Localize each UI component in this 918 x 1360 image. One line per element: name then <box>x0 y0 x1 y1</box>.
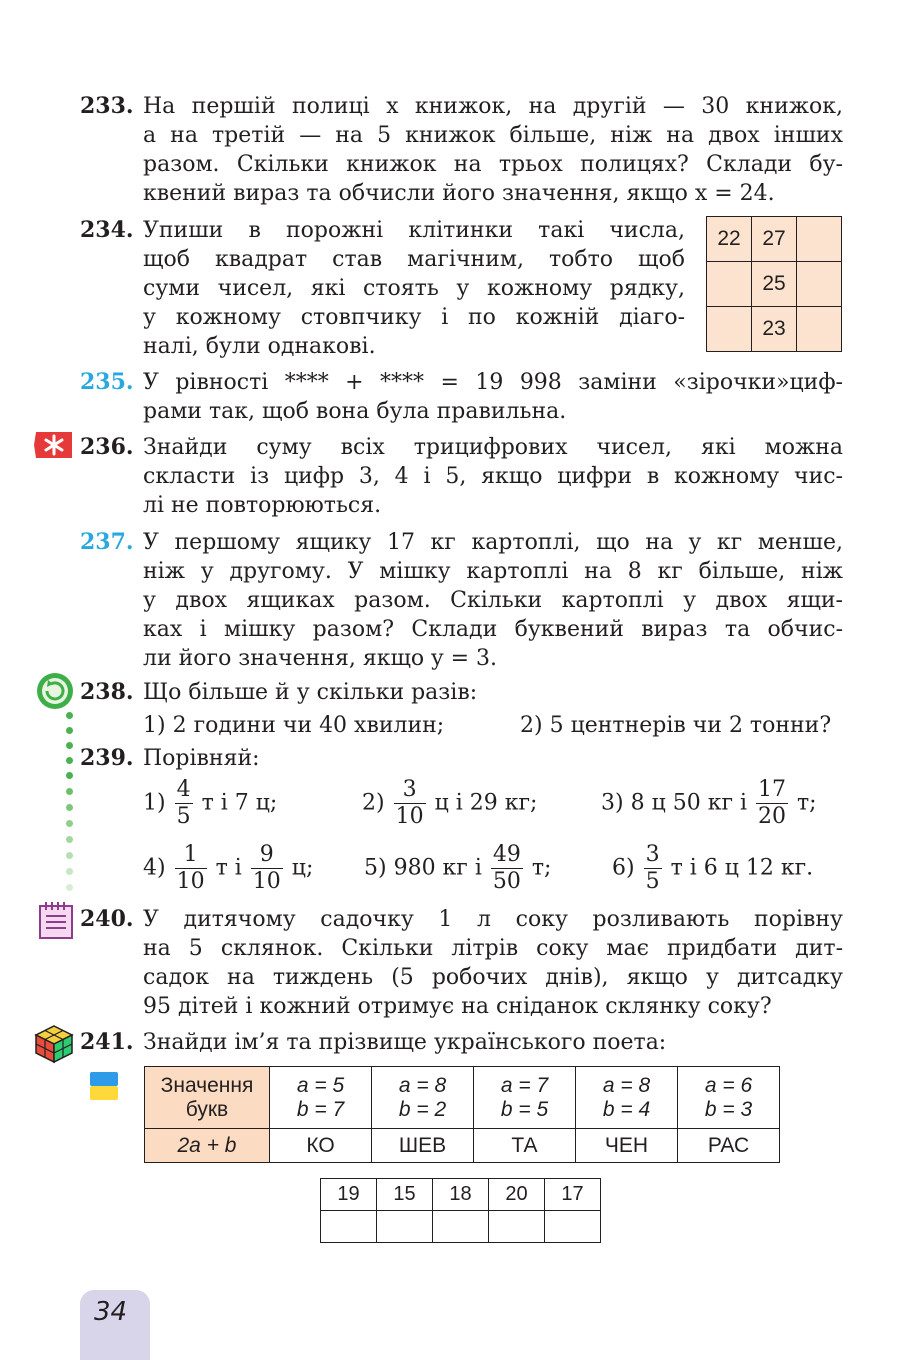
text-line: налі, були однакові. <box>143 334 376 359</box>
header-cell <box>145 1067 270 1129</box>
task-number: 235. <box>80 369 134 395</box>
fraction <box>491 842 523 895</box>
dot <box>66 836 73 843</box>
task-text <box>143 528 843 673</box>
task-text <box>143 678 843 707</box>
b-value: b = 7 <box>296 1097 345 1121</box>
dot <box>66 804 73 811</box>
item-2: 2) 5 центнерів чи 2 тонни? <box>520 713 832 738</box>
text-line: садок на тиждень (5 робочих днів), якщо у дитсадку <box>143 965 843 990</box>
compare-item-6 <box>612 842 813 895</box>
compare-item-4 <box>143 842 313 895</box>
answer-number: 15 <box>377 1179 433 1211</box>
answer-number: 18 <box>433 1179 489 1211</box>
answer-blank[interactable] <box>321 1211 377 1243</box>
compare-item-5 <box>364 842 551 895</box>
text-line: разом. Скільки книжок на трьох полицях? Склади бу- <box>143 152 843 177</box>
fraction <box>756 777 788 830</box>
magic-cell <box>707 262 752 307</box>
item-1: 1) 2 години чи 40 хвилин; <box>143 713 445 738</box>
item-prefix: 1) <box>143 790 166 816</box>
item-suffix: т і 6 ц 12 кг. <box>670 855 814 881</box>
task-text <box>143 216 685 361</box>
text-line: ках і мішку разом? Склади буквений вираз та обчис- <box>143 617 843 642</box>
syllable-cell: ШЕВ <box>372 1129 474 1163</box>
answer-blank[interactable] <box>545 1211 601 1243</box>
task-text <box>143 1028 843 1057</box>
task-number: 241. <box>80 1029 134 1055</box>
cube-icon <box>34 1024 74 1064</box>
text-line: а на третій — на 5 книжок більше, ніж на двох інших <box>143 123 843 148</box>
question-text: Що більше й у скільки разів: <box>143 680 478 705</box>
dot <box>66 852 73 859</box>
numerator: 3 <box>394 777 426 804</box>
magic-cell <box>797 307 842 352</box>
b-value: b = 5 <box>500 1097 549 1121</box>
text-line: квений вираз та обчисли його значення, якщо x = 24. <box>143 181 775 206</box>
dot <box>66 757 73 764</box>
page-number: 34 <box>94 1297 128 1327</box>
task-text <box>143 905 843 1021</box>
task-number: 234. <box>80 217 134 243</box>
values-cell <box>678 1067 780 1129</box>
fraction <box>175 842 207 895</box>
dot <box>66 727 73 734</box>
answer-number: 17 <box>545 1179 601 1211</box>
fraction <box>644 842 662 895</box>
text-line: на 5 склянок. Скільки літрів соку має придбати дит- <box>143 936 843 961</box>
question-text: Знайди ім’я та прізвище українського поета: <box>143 1030 667 1055</box>
text-line: скласти із цифр 3, 4 і 5, якщо цифри в кожному чис- <box>143 464 843 489</box>
text-line: щоб квадрат став магічним, тобто щоб <box>143 247 685 272</box>
text-line: У рівності **** + **** = 19 998 заміни «зірочки»циф- <box>143 370 843 395</box>
numerator: 4 <box>176 777 191 802</box>
dot <box>66 788 73 795</box>
text-line: суми чисел, які стоять у кожному рядку, <box>143 276 685 301</box>
a-value: a = 8 <box>398 1073 447 1097</box>
answer-blank[interactable] <box>433 1211 489 1243</box>
text-line: На першій полиці x книжок, на другій — 30 книжок, <box>143 94 843 119</box>
dot <box>66 868 73 875</box>
syllable-cell: ТА <box>474 1129 576 1163</box>
dot <box>66 712 73 719</box>
denominator: 10 <box>176 869 205 894</box>
text-line: ніж у другому. У мішку картоплі на 8 кг більше, ніж <box>143 559 843 584</box>
repeat-icon <box>36 672 74 710</box>
b-value: b = 4 <box>602 1097 651 1121</box>
item-suffix: ц; <box>291 855 314 881</box>
numerator: 49 <box>492 842 521 867</box>
task-text <box>143 744 843 773</box>
text-line: 95 дітей і кожний отримує на сніданок склянку соку? <box>143 994 772 1019</box>
magic-cell <box>707 307 752 352</box>
syllable-cell: ЧЕН <box>576 1129 678 1163</box>
magic-cell: 27 <box>752 217 797 262</box>
text-line: у двох ящиках разом. Скільки картоплі у двох ящи- <box>143 588 843 613</box>
item-suffix: т; <box>797 790 817 816</box>
header-line: Значення <box>160 1073 254 1097</box>
compare-item-3 <box>601 777 817 830</box>
b-value: b = 2 <box>398 1097 447 1121</box>
fraction <box>394 777 426 830</box>
numerator: 3 <box>645 842 660 867</box>
compare-item-1 <box>143 777 277 830</box>
question-text: Порівняй: <box>143 746 260 771</box>
a-value: a = 6 <box>704 1073 753 1097</box>
header-line: букв <box>185 1097 229 1121</box>
text-line: рами так, щоб вона була правильна. <box>143 399 567 424</box>
dot <box>66 884 73 891</box>
expression-cell: 2a + b <box>145 1129 270 1163</box>
task-number: 233. <box>80 93 134 119</box>
text-line: лі не повторюються. <box>143 493 382 518</box>
denominator: 10 <box>252 869 281 894</box>
values-cell <box>576 1067 678 1129</box>
fraction <box>251 842 283 895</box>
answer-table <box>320 1178 601 1243</box>
fraction <box>175 777 193 830</box>
task-number: 238. <box>80 679 134 705</box>
text-line: ли його значення, якщо y = 3. <box>143 646 497 671</box>
syllable-cell: КО <box>270 1129 372 1163</box>
denominator: 20 <box>758 804 786 829</box>
text-line: Знайди суму всіх трицифрових чисел, які можна <box>143 435 843 460</box>
numerator: 9 <box>251 842 283 869</box>
item-prefix: 6) <box>612 855 635 881</box>
syllable-cell: РАС <box>678 1129 780 1163</box>
task-number: 237. <box>80 529 134 555</box>
dot <box>66 742 73 749</box>
answer-number: 20 <box>489 1179 545 1211</box>
task-text <box>143 368 843 426</box>
star-badge-icon <box>34 430 74 460</box>
denominator: 50 <box>492 869 521 894</box>
answer-blank[interactable] <box>377 1211 433 1243</box>
text-line: У дитячому садочку 1 л соку розливають порівну <box>143 907 843 932</box>
task-text <box>143 433 843 520</box>
compare-item-2 <box>362 777 537 830</box>
answer-blank[interactable] <box>489 1211 545 1243</box>
item-suffix: т; <box>531 855 552 881</box>
dot <box>66 772 73 779</box>
magic-cell: 25 <box>752 262 797 307</box>
item-prefix: 4) <box>143 855 166 881</box>
ukraine-flag-icon <box>90 1072 118 1100</box>
item-prefix: 5) 980 кг і <box>364 855 482 881</box>
task-number: 236. <box>80 434 134 460</box>
magic-cell: 22 <box>707 217 752 262</box>
values-cell <box>372 1067 474 1129</box>
item-middle: т і <box>215 855 242 881</box>
magic-cell <box>797 262 842 307</box>
magic-cell <box>797 217 842 262</box>
magic-cell: 23 <box>752 307 797 352</box>
notepad-icon <box>38 900 74 940</box>
item-suffix: ц і 29 кг; <box>434 790 538 816</box>
b-value: b = 3 <box>704 1097 753 1121</box>
item-suffix: т і 7 ц; <box>201 790 278 816</box>
dot <box>66 820 73 827</box>
letters-table <box>144 1066 780 1163</box>
text-line: Упиши в порожні клітинки такі числа, <box>143 218 685 243</box>
values-cell <box>474 1067 576 1129</box>
values-cell <box>270 1067 372 1129</box>
text-line: У першому ящику 17 кг картоплі, що на y кг менше, <box>143 530 843 555</box>
a-value: a = 8 <box>602 1073 651 1097</box>
text-line: у кожному стовпчику і по кожній діаго- <box>143 305 685 330</box>
answer-number: 19 <box>321 1179 377 1211</box>
numerator: 1 <box>175 842 207 869</box>
denominator: 5 <box>176 804 191 829</box>
task-number: 239. <box>80 745 134 771</box>
item-prefix: 3) 8 ц 50 кг і <box>601 790 747 816</box>
task-number: 240. <box>80 906 134 932</box>
item-prefix: 2) <box>362 790 385 816</box>
denominator: 10 <box>395 804 424 829</box>
a-value: a = 5 <box>296 1073 345 1097</box>
numerator: 17 <box>758 777 786 802</box>
denominator: 5 <box>645 869 660 894</box>
task-text <box>143 92 843 208</box>
magic-square <box>706 216 842 352</box>
a-value: a = 7 <box>500 1073 549 1097</box>
